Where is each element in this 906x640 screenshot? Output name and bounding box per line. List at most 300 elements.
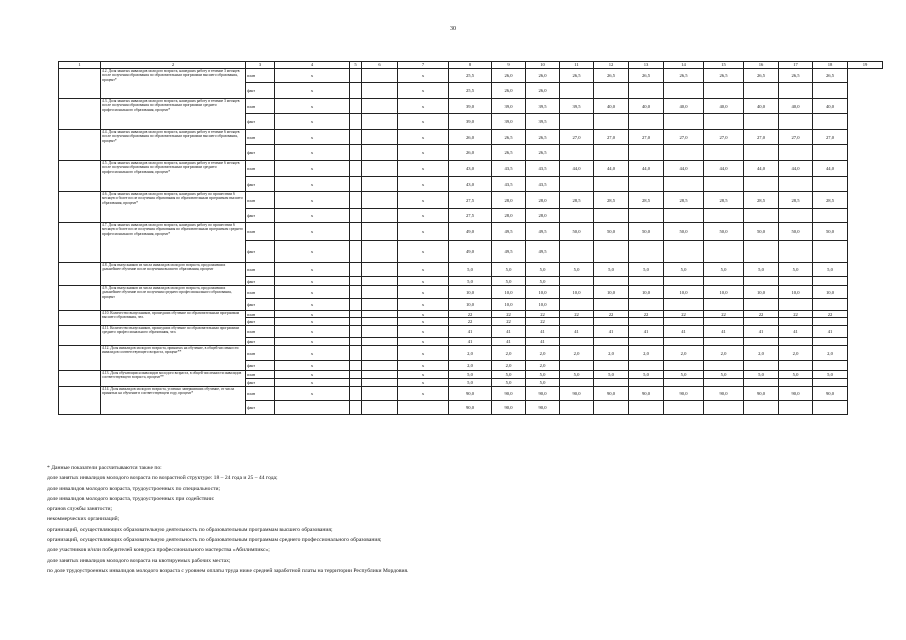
value-cell: 10,0 xyxy=(492,299,526,311)
value-cell: 28,0 xyxy=(492,209,526,223)
column-header: 1 xyxy=(59,62,101,69)
value-cell: 90,0 xyxy=(526,401,560,415)
value-cell: 5,0 xyxy=(813,371,848,379)
value-cell xyxy=(594,379,629,387)
value-cell xyxy=(594,338,629,346)
value-cell: x xyxy=(275,387,350,401)
value-cell: x xyxy=(275,161,350,177)
value-cell: x xyxy=(398,379,449,387)
value-cell: 22 xyxy=(629,311,664,318)
value-cell: x xyxy=(398,241,449,263)
value-cell: 27,0 xyxy=(744,130,779,145)
value-cell xyxy=(362,311,398,318)
value-cell: x xyxy=(275,83,350,99)
empty-cell xyxy=(59,371,101,387)
value-cell xyxy=(560,145,594,161)
value-cell xyxy=(350,83,362,99)
value-cell xyxy=(362,223,398,241)
value-cell: 5,0 xyxy=(744,263,779,277)
value-cell: 5,0 xyxy=(779,371,813,379)
value-cell: 22 xyxy=(449,318,492,326)
value-cell: 41 xyxy=(560,326,594,338)
value-cell: 90,0 xyxy=(449,401,492,415)
value-cell xyxy=(629,361,664,371)
value-cell: 22 xyxy=(594,311,629,318)
value-cell: 22 xyxy=(526,318,560,326)
value-cell xyxy=(560,277,594,286)
value-cell xyxy=(362,209,398,223)
value-cell: 90,0 xyxy=(594,387,629,401)
column-header: 10 xyxy=(526,62,560,69)
column-header: 12 xyxy=(594,62,629,69)
value-cell xyxy=(560,401,594,415)
value-cell xyxy=(350,241,362,263)
value-cell xyxy=(560,114,594,130)
value-cell xyxy=(362,99,398,114)
value-cell: 44,0 xyxy=(813,161,848,177)
value-cell: 90,0 xyxy=(492,401,526,415)
empty-cell xyxy=(59,326,101,346)
value-cell xyxy=(629,401,664,415)
value-cell: x xyxy=(398,277,449,286)
value-cell xyxy=(362,177,398,192)
value-cell: x xyxy=(275,311,350,318)
value-cell xyxy=(362,387,398,401)
value-cell xyxy=(704,277,744,286)
value-cell: 5,0 xyxy=(594,371,629,379)
value-cell: 41 xyxy=(629,326,664,338)
empty-cell xyxy=(59,387,101,415)
value-cell: 41 xyxy=(449,338,492,346)
value-cell xyxy=(594,318,629,326)
value-cell: 26,0 xyxy=(492,69,526,83)
value-cell: 5,0 xyxy=(526,277,560,286)
value-cell: 43,0 xyxy=(449,177,492,192)
value-cell xyxy=(350,69,362,83)
indicator-name-cell: 4.12. Доля инвалидов молодого возраста, принятых на обучение, в общей численности инвалидов соответствующего возраста, процент** xyxy=(101,346,246,371)
value-cell: 50,0 xyxy=(744,223,779,241)
value-cell: 10,0 xyxy=(449,286,492,299)
value-cell: 50,0 xyxy=(629,223,664,241)
value-cell: 10,0 xyxy=(594,286,629,299)
plan-label-cell: план xyxy=(246,286,275,299)
value-cell: 25,5 xyxy=(449,69,492,83)
value-cell: x xyxy=(275,326,350,338)
value-cell: 5,0 xyxy=(526,371,560,379)
value-cell: 26,5 xyxy=(704,69,744,83)
value-cell: 90,0 xyxy=(744,387,779,401)
indicator-name-cell: 4.4. Доля занятых инвалидов молодого возраста, нашедших работу в течение 6 месяцев после получения образования по образовательным программам высшего образования, процент* xyxy=(101,130,246,161)
value-cell: 2,0 xyxy=(813,346,848,361)
value-cell xyxy=(779,401,813,415)
value-cell: 40,0 xyxy=(664,99,704,114)
column-header: 4 xyxy=(275,62,350,69)
fact-label-cell: факт xyxy=(246,318,275,326)
footnote-line: по доле трудоустроенных инвалидов молодого возраста с уровнем оплаты труда ниже средней заработной платы на территории Республики Мордовия. xyxy=(47,567,409,574)
value-cell: 90,0 xyxy=(526,387,560,401)
value-cell xyxy=(629,114,664,130)
value-cell: 43,5 xyxy=(526,161,560,177)
value-cell: 26,5 xyxy=(560,69,594,83)
value-cell: 22 xyxy=(744,311,779,318)
value-cell: 28,0 xyxy=(526,209,560,223)
value-cell xyxy=(813,83,848,99)
value-cell: 2,0 xyxy=(560,346,594,361)
value-cell: 26,0 xyxy=(492,83,526,99)
indicator-name-cell: 4.11. Количество выпускников, прошедших обучение по образовательным программам среднего профессионального образования, чел. xyxy=(101,326,246,346)
value-cell: x xyxy=(398,161,449,177)
value-cell xyxy=(594,361,629,371)
value-cell xyxy=(813,241,848,263)
value-cell: 39,5 xyxy=(526,99,560,114)
value-cell: 5,0 xyxy=(449,263,492,277)
value-cell: x xyxy=(398,338,449,346)
value-cell: 28,5 xyxy=(704,192,744,209)
footnote-line: * Данные показатели рассчитываются также по: xyxy=(47,465,162,471)
table-header-row xyxy=(59,62,883,69)
value-cell xyxy=(350,361,362,371)
value-cell: x xyxy=(398,299,449,311)
fact-label-cell: факт xyxy=(246,277,275,286)
value-cell: 39,5 xyxy=(526,114,560,130)
value-cell: 43,0 xyxy=(449,161,492,177)
value-cell xyxy=(350,371,362,379)
value-cell: 26,0 xyxy=(526,69,560,83)
column-header: 9 xyxy=(492,62,526,69)
value-cell xyxy=(744,361,779,371)
value-cell: 5,0 xyxy=(492,379,526,387)
value-cell xyxy=(350,318,362,326)
value-cell xyxy=(813,209,848,223)
value-cell: 25,5 xyxy=(449,83,492,99)
value-cell xyxy=(350,338,362,346)
value-cell: 22 xyxy=(492,311,526,318)
value-cell: x xyxy=(398,318,449,326)
indicator-name-cell: 4.13. Доля обучающихся инвалидов молодого возраста, в общей численности инвалидов соответствующего возраста, процент** xyxy=(101,371,246,387)
value-cell: 39,5 xyxy=(560,99,594,114)
value-cell xyxy=(664,177,704,192)
value-cell: 27,0 xyxy=(594,130,629,145)
value-cell: 10,0 xyxy=(664,286,704,299)
value-cell: 5,0 xyxy=(664,371,704,379)
value-cell: 27,5 xyxy=(449,192,492,209)
value-cell xyxy=(704,299,744,311)
empty-cell xyxy=(59,346,101,371)
value-cell: 43,5 xyxy=(526,177,560,192)
column-header: 16 xyxy=(744,62,779,69)
value-cell xyxy=(779,361,813,371)
value-cell: 26,0 xyxy=(526,83,560,99)
value-cell: 5,0 xyxy=(704,263,744,277)
value-cell: x xyxy=(398,130,449,145)
value-cell: x xyxy=(275,299,350,311)
value-cell: 22 xyxy=(813,311,848,318)
value-cell: 26,5 xyxy=(629,69,664,83)
value-cell xyxy=(594,209,629,223)
value-cell: 26,5 xyxy=(526,145,560,161)
value-cell xyxy=(560,83,594,99)
fact-label-cell: факт xyxy=(246,241,275,263)
value-cell: 50,0 xyxy=(813,223,848,241)
value-cell: x xyxy=(275,209,350,223)
value-cell: 90,0 xyxy=(704,387,744,401)
empty-cell xyxy=(59,263,101,286)
value-cell: 44,0 xyxy=(779,161,813,177)
value-cell xyxy=(629,177,664,192)
value-cell: 49,5 xyxy=(526,241,560,263)
value-cell xyxy=(629,145,664,161)
value-cell: 50,0 xyxy=(594,223,629,241)
value-cell xyxy=(744,177,779,192)
value-cell: 49,5 xyxy=(526,223,560,241)
fact-label-cell: факт xyxy=(246,299,275,311)
value-cell xyxy=(362,114,398,130)
value-cell: x xyxy=(398,387,449,401)
value-cell xyxy=(813,145,848,161)
value-cell: 27,0 xyxy=(813,130,848,145)
empty-cell xyxy=(59,223,101,263)
column-header: 11 xyxy=(560,62,594,69)
value-cell: 2,0 xyxy=(744,346,779,361)
value-cell xyxy=(560,209,594,223)
value-cell: x xyxy=(398,177,449,192)
value-cell: x xyxy=(398,286,449,299)
fact-label-cell: факт xyxy=(246,379,275,387)
footnote-line: организаций, осуществляющих образовательную деятельность по образовательным программам высшего образования; xyxy=(47,526,333,533)
value-cell: 5,0 xyxy=(779,263,813,277)
value-cell: 27,0 xyxy=(560,130,594,145)
value-cell xyxy=(350,209,362,223)
value-cell xyxy=(704,361,744,371)
value-cell xyxy=(560,361,594,371)
empty-cell xyxy=(59,69,101,99)
column-header: 17 xyxy=(779,62,813,69)
page-number: 30 xyxy=(450,26,456,32)
value-cell xyxy=(350,326,362,338)
value-cell: 44,0 xyxy=(664,161,704,177)
plan-label-cell: план xyxy=(246,99,275,114)
value-cell: 5,0 xyxy=(526,379,560,387)
plan-label-cell: план xyxy=(246,130,275,145)
value-cell: 49,5 xyxy=(492,223,526,241)
value-cell: 27,0 xyxy=(664,130,704,145)
value-cell: 43,5 xyxy=(492,177,526,192)
value-cell xyxy=(704,338,744,346)
value-cell: x xyxy=(398,326,449,338)
value-cell: 28,0 xyxy=(526,192,560,209)
value-cell xyxy=(779,277,813,286)
value-cell xyxy=(664,114,704,130)
value-cell: 90,0 xyxy=(449,387,492,401)
value-cell: 22 xyxy=(560,311,594,318)
value-cell xyxy=(560,177,594,192)
value-cell: x xyxy=(275,277,350,286)
table-row xyxy=(59,263,883,277)
value-cell xyxy=(664,401,704,415)
value-cell: 28,5 xyxy=(744,192,779,209)
indicators-table xyxy=(58,61,883,415)
value-cell: 10,0 xyxy=(744,286,779,299)
value-cell: x xyxy=(398,361,449,371)
value-cell xyxy=(362,286,398,299)
column-header: 14 xyxy=(664,62,704,69)
indicator-name-cell: 4.7. Доля занятых инвалидов молодого возраста, нашедших работу по прошествии 6 месяцев и более после получения образования по образовательным программам среднего профессионального образования, процент* xyxy=(101,223,246,263)
column-header: 19 xyxy=(848,62,883,69)
value-cell: 26,5 xyxy=(813,69,848,83)
value-cell xyxy=(813,379,848,387)
value-cell xyxy=(704,114,744,130)
value-cell: 26,0 xyxy=(449,145,492,161)
table-row xyxy=(59,326,883,338)
value-cell: 41 xyxy=(664,326,704,338)
footnote-line: некоммерческих организаций; xyxy=(47,516,120,523)
value-cell: 2,0 xyxy=(594,346,629,361)
value-cell: 2,0 xyxy=(779,346,813,361)
value-cell: 41 xyxy=(492,338,526,346)
footnote-line: доле занятых инвалидов молодого возраста по возрастной структуре: 18 – 24 года и 25 – 44 года; xyxy=(47,475,278,482)
value-cell xyxy=(362,401,398,415)
value-cell: 44,0 xyxy=(560,161,594,177)
value-cell xyxy=(779,145,813,161)
value-cell xyxy=(560,241,594,263)
indicator-name-cell: 4.8. Доля выпускников из числа инвалидов молодого возраста, продолживших дальнейшее обучение после получения высшего образования, процент xyxy=(101,263,246,286)
value-cell: 5,0 xyxy=(492,263,526,277)
value-cell: 39,0 xyxy=(449,99,492,114)
value-cell: 39,0 xyxy=(492,99,526,114)
indicator-name-cell: 4.3. Доля занятых инвалидов молодого возраста, нашедших работу в течение 3 месяцев после получения образования по образовательным программам среднего профессионального образования, процент* xyxy=(101,99,246,130)
value-cell xyxy=(350,161,362,177)
value-cell xyxy=(779,114,813,130)
value-cell xyxy=(744,379,779,387)
value-cell xyxy=(594,299,629,311)
value-cell xyxy=(629,83,664,99)
value-cell xyxy=(275,401,350,415)
value-cell xyxy=(779,241,813,263)
value-cell: 5,0 xyxy=(560,263,594,277)
value-cell xyxy=(362,241,398,263)
value-cell xyxy=(779,379,813,387)
fact-label-cell: факт xyxy=(246,83,275,99)
value-cell: 10,0 xyxy=(629,286,664,299)
plan-label-cell: план xyxy=(246,69,275,83)
value-cell xyxy=(704,177,744,192)
value-cell: x xyxy=(275,241,350,263)
fact-label-cell: факт xyxy=(246,361,275,371)
value-cell xyxy=(629,241,664,263)
value-cell: 5,0 xyxy=(526,263,560,277)
value-cell: 10,0 xyxy=(526,299,560,311)
value-cell: x xyxy=(398,209,449,223)
table-row xyxy=(59,192,883,209)
value-cell: 41 xyxy=(744,326,779,338)
value-cell xyxy=(362,338,398,346)
value-cell xyxy=(779,177,813,192)
value-cell: 44,0 xyxy=(629,161,664,177)
value-cell xyxy=(594,177,629,192)
value-cell xyxy=(350,401,362,415)
plan-label-cell: план xyxy=(246,346,275,361)
value-cell xyxy=(362,130,398,145)
empty-cell xyxy=(59,286,101,311)
value-cell: 39,0 xyxy=(449,114,492,130)
value-cell: 50,0 xyxy=(664,223,704,241)
value-cell xyxy=(629,338,664,346)
value-cell xyxy=(744,114,779,130)
value-cell xyxy=(779,338,813,346)
value-cell: 5,0 xyxy=(449,277,492,286)
column-header: 7 xyxy=(398,62,449,69)
value-cell: 41 xyxy=(526,326,560,338)
fact-label-cell: факт xyxy=(246,338,275,346)
table-row xyxy=(59,161,883,177)
column-header: 6 xyxy=(362,62,398,69)
value-cell xyxy=(813,277,848,286)
value-cell xyxy=(350,286,362,299)
value-cell: x xyxy=(398,145,449,161)
value-cell xyxy=(744,277,779,286)
value-cell: x xyxy=(275,361,350,371)
column-header: 5 xyxy=(350,62,362,69)
value-cell: 10,0 xyxy=(449,299,492,311)
footnote-line: доле инвалидов молодого возраста, трудоустроенных при содействии: xyxy=(47,495,215,502)
value-cell xyxy=(664,338,704,346)
value-cell: 44,0 xyxy=(744,161,779,177)
value-cell: x xyxy=(275,145,350,161)
value-cell: 44,0 xyxy=(594,161,629,177)
value-cell xyxy=(629,209,664,223)
value-cell: x xyxy=(398,311,449,318)
plan-label-cell: план xyxy=(246,161,275,177)
value-cell xyxy=(560,338,594,346)
value-cell xyxy=(350,114,362,130)
table-row xyxy=(59,387,883,401)
value-cell: x xyxy=(398,346,449,361)
value-cell: x xyxy=(275,192,350,209)
fact-label-cell: факт xyxy=(246,209,275,223)
fact-label-cell: факт xyxy=(246,145,275,161)
value-cell xyxy=(350,192,362,209)
column-header: 2 xyxy=(101,62,246,69)
footnote-line: доле участников и/или победителей конкурса профессионального мастерства «Абилимпикс»; xyxy=(47,547,270,554)
table-row xyxy=(59,223,883,241)
value-cell xyxy=(779,209,813,223)
footnote-line: органов службы занятости; xyxy=(47,506,113,513)
value-cell: 5,0 xyxy=(704,371,744,379)
value-cell: 41 xyxy=(526,338,560,346)
value-cell xyxy=(350,379,362,387)
value-cell: 28,5 xyxy=(594,192,629,209)
value-cell xyxy=(350,299,362,311)
value-cell: x xyxy=(275,114,350,130)
value-cell: 90,0 xyxy=(492,387,526,401)
column-header: 15 xyxy=(704,62,744,69)
value-cell: 90,0 xyxy=(560,387,594,401)
column-header: 8 xyxy=(449,62,492,69)
value-cell xyxy=(594,114,629,130)
value-cell: 39,0 xyxy=(492,114,526,130)
table-body xyxy=(59,69,883,415)
value-cell: x xyxy=(275,223,350,241)
value-cell xyxy=(350,263,362,277)
value-cell xyxy=(779,299,813,311)
value-cell: 10,0 xyxy=(492,286,526,299)
value-cell: 5,0 xyxy=(629,371,664,379)
indicator-name-cell: 4.6. Доля занятых инвалидов молодого возраста, нашедших работу по прошествии 6 месяцев и более после получения образования по образовательным программам высшего образования, процент* xyxy=(101,192,246,223)
value-cell: 90,0 xyxy=(813,387,848,401)
value-cell: 2,0 xyxy=(492,361,526,371)
indicator-name-cell: 4.9. Доля выпускников из числа инвалидов молодого возраста, продолживших дальнейшее обучение после получения среднего профессионального образования, процент xyxy=(101,286,246,311)
value-cell xyxy=(664,379,704,387)
